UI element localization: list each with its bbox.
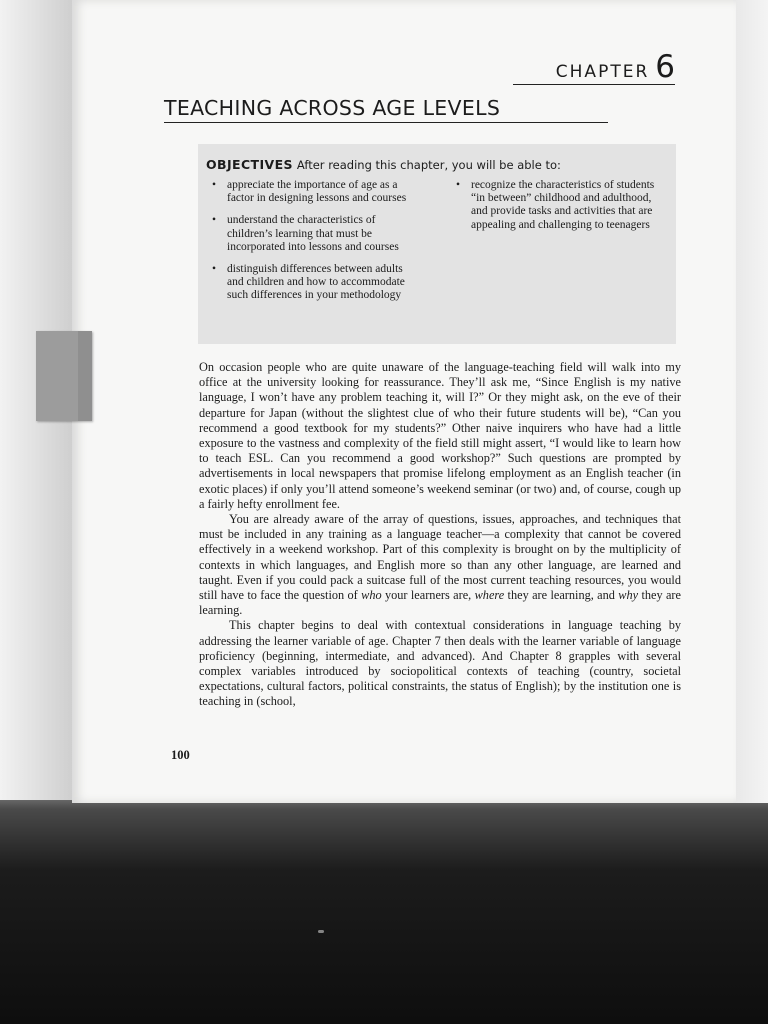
chapter-number: 6	[655, 49, 675, 85]
objective-item	[208, 214, 420, 254]
chapter-title: TEACHING ACROSS AGE LEVELS	[164, 95, 608, 123]
body-text	[199, 360, 681, 710]
paragraph-2-text-d: they are learning.	[199, 588, 681, 618]
objective-text: recognize the characteristics of students “in between” childhood and adulthood, and provide tasks and activities that are appealing and challenging to teenagers	[471, 179, 655, 231]
objectives-label: OBJECTIVES	[206, 157, 293, 172]
objective-item	[208, 179, 420, 205]
emphasis-why: why	[618, 588, 639, 603]
objective-item	[452, 179, 666, 232]
bullet-icon: •	[456, 179, 461, 191]
paragraph-3: This chapter begins to deal with contextual considerations in language teaching by addressing the learner variable of age. Chapter 7 then deals with the learner variable of language proficiency (beginning, intermediate, and advanced). And Chapter 8 grapples with several complex variables introduced by sociopolitical contexts of teaching (country, societal expectations, cultural factors, political constraints, the status of English); by the institution one is teaching in (school,	[199, 618, 681, 709]
sticky-tab-marker	[36, 331, 92, 421]
paragraph-2-text-c: they are learning, and	[504, 588, 619, 603]
objectives-right-column	[452, 179, 666, 241]
paragraph-2-text-a: You are already aware of the array of questions, issues, approaches, and techniques that must be included in any training as a language teacher—a complexity that cannot be covered effectively in a weekend workshop. Part of this complexity is brought on by the multiplicity of contexts in which languages, and English more so than any other language, are learned and taught. Even if you could pack a suitcase full of the most current teaching resources, you would still have to face the question of	[199, 512, 681, 603]
bullet-icon: •	[212, 179, 217, 191]
objectives-heading	[206, 157, 561, 172]
objective-text: understand the characteristics of children’s learning that must be incorporated into lessons and courses	[227, 214, 399, 253]
chapter-word: CHAPTER	[555, 62, 650, 82]
page-number: 100	[171, 748, 190, 762]
paragraph-2-text-b: your learners are,	[381, 588, 475, 603]
paragraph-2	[199, 512, 681, 618]
objective-item	[208, 263, 420, 303]
bullet-icon: •	[212, 214, 217, 227]
chapter-label	[513, 49, 675, 85]
scan-dust-speck	[318, 930, 324, 933]
emphasis-who: who	[361, 588, 382, 603]
objectives-intro: After reading this chapter, you will be able to:	[296, 158, 561, 172]
paragraph-1: On occasion people who are quite unaware of the language-teaching field will walk into my office at the university looking for reassurance. They’ll ask me, “Since English is my native language, I won’t have any problem teaching it, will I?” Or they might ask, on the eve of their departure for Japan (without the slightest clue of who their future students will be), “Can you recommend a good textbook for my students?” Other naive inquirers who have had a little exposure to the vastness and complexity of the field still might assert, “I would like to learn how to teach ESL. Can you recommend a good workshop?” Such questions are prompted by advertisements in local newspapers that promise lifelong employment as an English teacher (in exotic places) if only you’ll attend someone’s weekend seminar (or two) and, of course, cough up a fairly hefty enrollment fee.	[199, 360, 681, 511]
bullet-icon: •	[212, 263, 217, 276]
objective-text: appreciate the importance of age as a factor in designing lessons and courses	[227, 179, 407, 205]
objectives-box	[198, 144, 676, 344]
emphasis-where: where	[474, 588, 505, 603]
objectives-left-column	[208, 179, 420, 312]
objective-text: distinguish differences between adults and children and how to accommodate such differences in your methodology	[227, 263, 405, 302]
right-page-edge	[736, 0, 768, 803]
